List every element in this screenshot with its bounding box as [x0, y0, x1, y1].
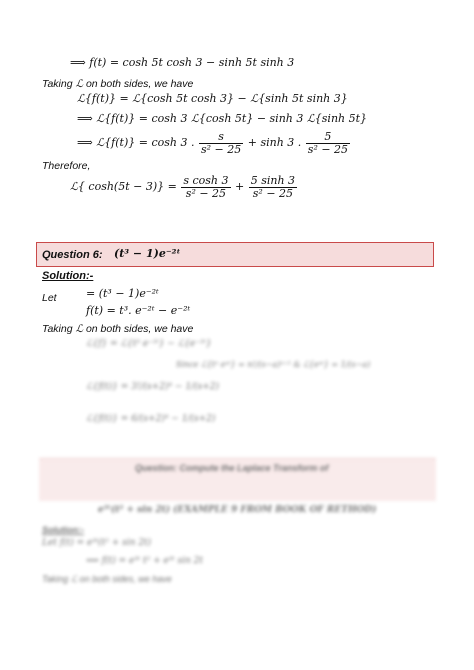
- blurred-solution-heading: Solution:-: [42, 525, 84, 535]
- question-6-expression: (t³ − 1)e⁻²ᵗ: [114, 247, 181, 260]
- fraction-numerator: 5 sinh 3: [250, 174, 296, 187]
- blurred-taking-text: Taking ℒ on both sides, we have: [42, 574, 172, 584]
- blurred-question-box: [39, 458, 436, 501]
- eq-f-t-expansion: ⟹ f(t) = cosh 5t cosh 3 − sinh 5t sinh 3: [70, 56, 295, 69]
- question-6-box: [36, 242, 434, 267]
- blurred-eq-split: ℒ{f} = ℒ{t³ e⁻²ᵗ} − ℒ{e⁻²ᵗ}: [86, 339, 212, 349]
- fraction-s-cosh3: [181, 175, 230, 199]
- blurred-let-line: Let f(t) = e³ᵗ(t² + sin 2t): [42, 538, 152, 548]
- fraction-numerator: s: [199, 131, 243, 144]
- blurred-question-expression: e³ᵗ(t² + sin 2t) (EXAMPLE 9 FROM BOOK OF RETHOD): [98, 505, 377, 515]
- fraction-numerator: 5: [306, 131, 350, 144]
- taking-laplace-text-2: Taking ℒ on both sides, we have: [42, 323, 194, 335]
- blurred-question-title: Question: Compute the Laplace Transform of: [135, 463, 329, 473]
- fraction-s-over: [199, 131, 243, 155]
- fraction-5-over: [306, 131, 350, 155]
- blurred-since-formula: Since ℒ{tⁿ eᵃᵗ} = n!/(s−a)ⁿ⁺¹ & ℒ{eᵃᵗ} = 1/(s−a): [176, 360, 371, 369]
- eq-laplace-values-prefix: ⟹ ℒ{f(t)} = cosh 3 .: [77, 136, 195, 150]
- blurred-expand-line: ⟹ f(t) = e³ᵗ t² + e³ᵗ sin 2t: [86, 556, 204, 566]
- fraction-denominator: s² − 25: [200, 142, 242, 156]
- eq-laplace-split: ℒ{f(t)} = ℒ{cosh 5t cosh 3} − ℒ{sinh 5t sinh 3}: [77, 92, 348, 105]
- taking-laplace-text: Taking ℒ on both sides, we have: [42, 78, 194, 90]
- let-label: Let: [42, 292, 57, 304]
- fraction-5-sinh3: [249, 175, 297, 199]
- blurred-eq-result: ℒ{f(t)} = 6/(s+2)⁴ − 1/(s+2): [86, 414, 216, 424]
- eq-laplace-values: [77, 131, 351, 155]
- fraction-denominator: s² − 25: [252, 186, 294, 200]
- eq-final-result: [70, 175, 298, 199]
- eq-let-expression: = (t³ − 1)e⁻²ᵗ: [86, 287, 159, 300]
- question-6-label: Question 6:: [42, 249, 103, 261]
- blurred-eq-values: ℒ{f(t)} = 3!/(s+2)⁴ − 1/(s+2): [86, 382, 219, 392]
- fraction-numerator: s cosh 3: [183, 174, 229, 187]
- eq-laplace-values-mid: + sinh 3 .: [247, 136, 302, 150]
- eq-laplace-factor: ⟹ ℒ{f(t)} = cosh 3 ℒ{cosh 5t} − sinh 3 ℒ{sinh 5t}: [77, 112, 368, 125]
- fraction-denominator: s² − 25: [185, 186, 227, 200]
- fraction-denominator: s² − 25: [307, 142, 349, 156]
- plus-sign: +: [235, 180, 245, 194]
- therefore-text: Therefore,: [42, 160, 91, 172]
- solution-heading: Solution:-: [42, 270, 94, 282]
- eq-f-t-split: f(t) = t³. e⁻²ᵗ − e⁻²ᵗ: [86, 304, 191, 317]
- eq-final-prefix: ℒ{ cosh(5t − 3)} =: [70, 180, 177, 194]
